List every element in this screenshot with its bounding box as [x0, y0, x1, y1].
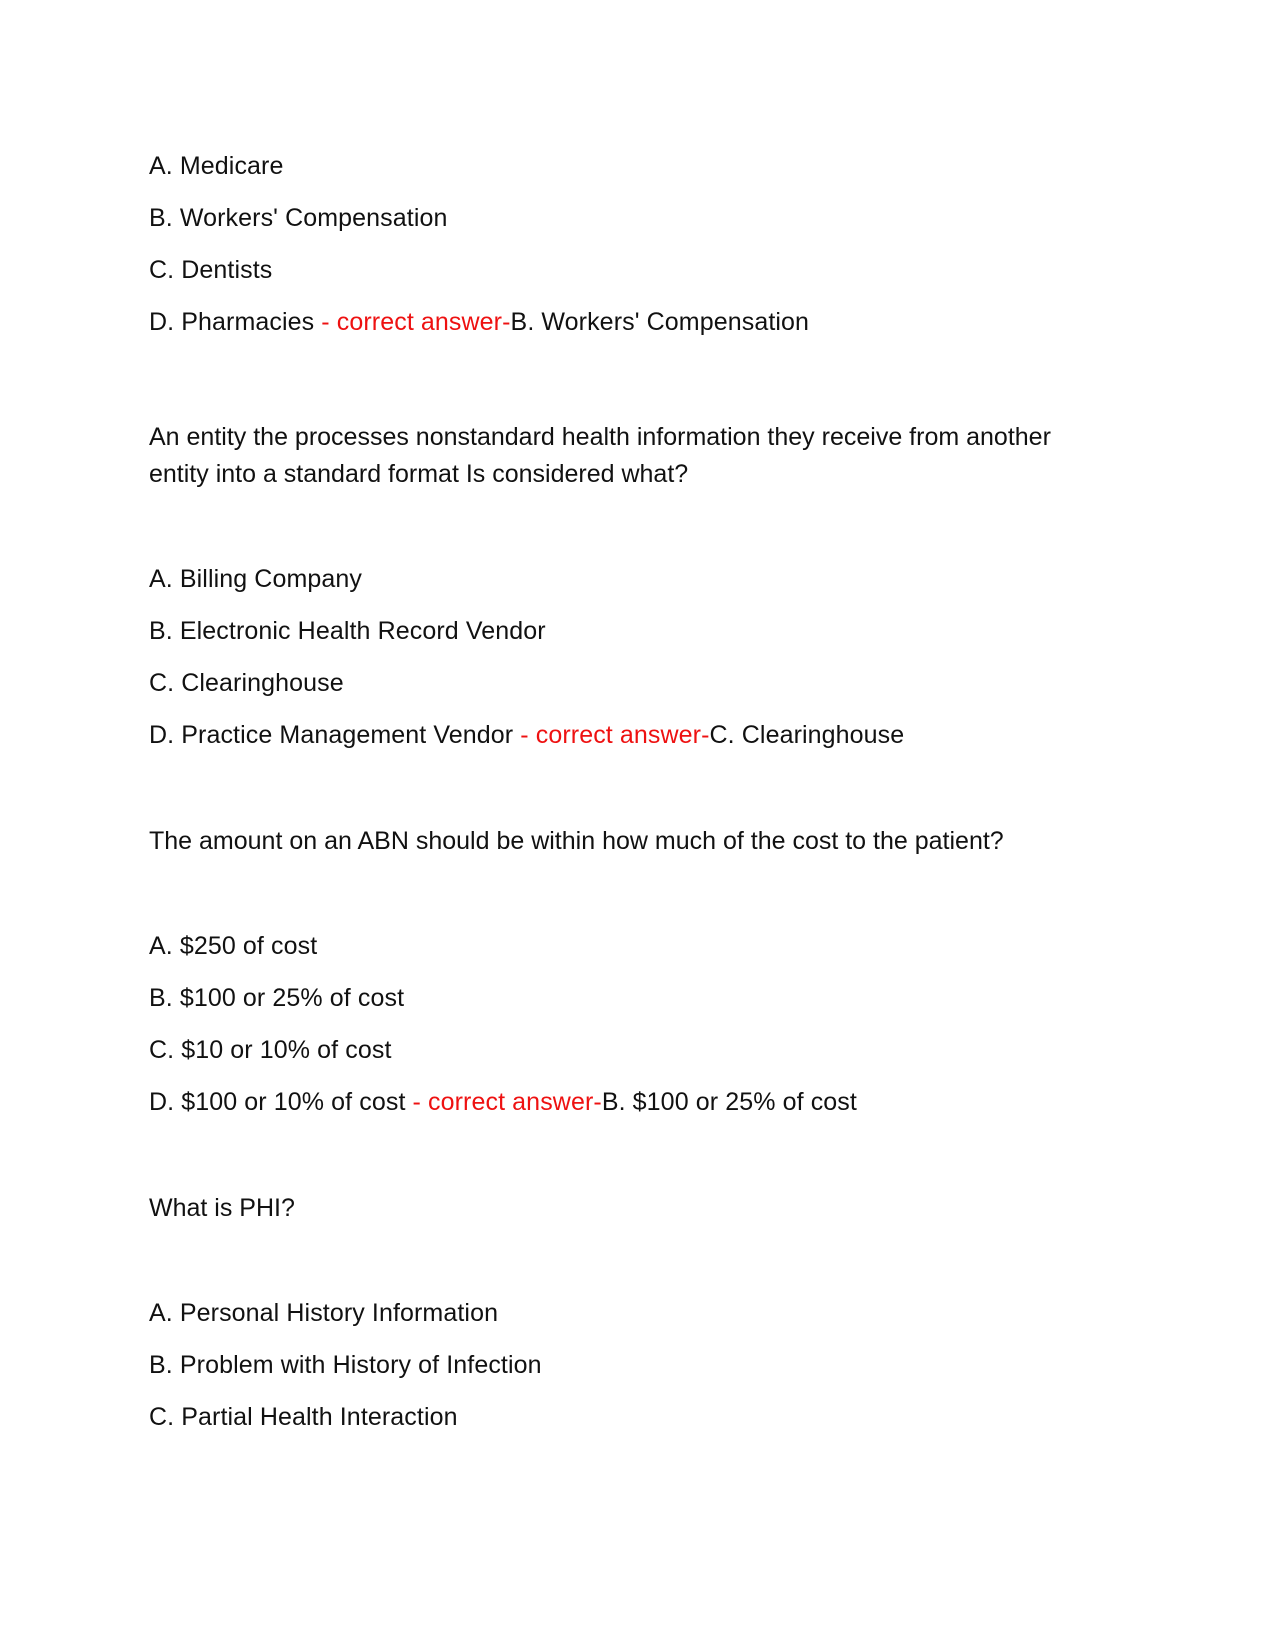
- option-b: B. $100 or 25% of cost: [149, 984, 405, 1012]
- option-c: C. Partial Health Interaction: [149, 1403, 458, 1431]
- option-b: B. Problem with History of Infection: [149, 1351, 542, 1379]
- option-d: D. Practice Management Vendor: [149, 721, 514, 749]
- question-text: An entity the processes nonstandard health information they receive from another entity into a standard format Is considered what?: [149, 423, 1051, 488]
- question-text: What is PHI?: [149, 1194, 295, 1222]
- option-d: D. $100 or 10% of cost: [149, 1088, 406, 1116]
- option-a: A. $250 of cost: [149, 932, 318, 960]
- option-c: C. $10 or 10% of cost: [149, 1036, 392, 1064]
- correct-answer: C. Clearinghouse: [709, 721, 905, 749]
- option-c: C. Clearinghouse: [149, 669, 344, 697]
- option-c: C. Dentists: [149, 256, 273, 284]
- option-a: A. Billing Company: [149, 565, 363, 593]
- correct-answer: B. $100 or 25% of cost: [601, 1088, 857, 1116]
- correct-answer-label: - correct answer-: [513, 721, 710, 749]
- option-d-with-answer: [149, 304, 809, 341]
- option-d: D. Pharmacies: [149, 308, 315, 336]
- correct-answer-label: - correct answer-: [314, 308, 511, 336]
- option-d-with-answer: [149, 1084, 857, 1121]
- correct-answer: B. Workers' Compensation: [510, 308, 810, 336]
- option-b: B. Workers' Compensation: [149, 204, 448, 232]
- option-a: A. Personal History Information: [149, 1299, 499, 1327]
- option-b: B. Electronic Health Record Vendor: [149, 617, 546, 645]
- correct-answer-label: - correct answer-: [405, 1088, 602, 1116]
- option-a: A. Medicare: [149, 152, 284, 180]
- question-text: The amount on an ABN should be within how much of the cost to the patient?: [149, 827, 1004, 855]
- option-d-with-answer: [149, 717, 904, 754]
